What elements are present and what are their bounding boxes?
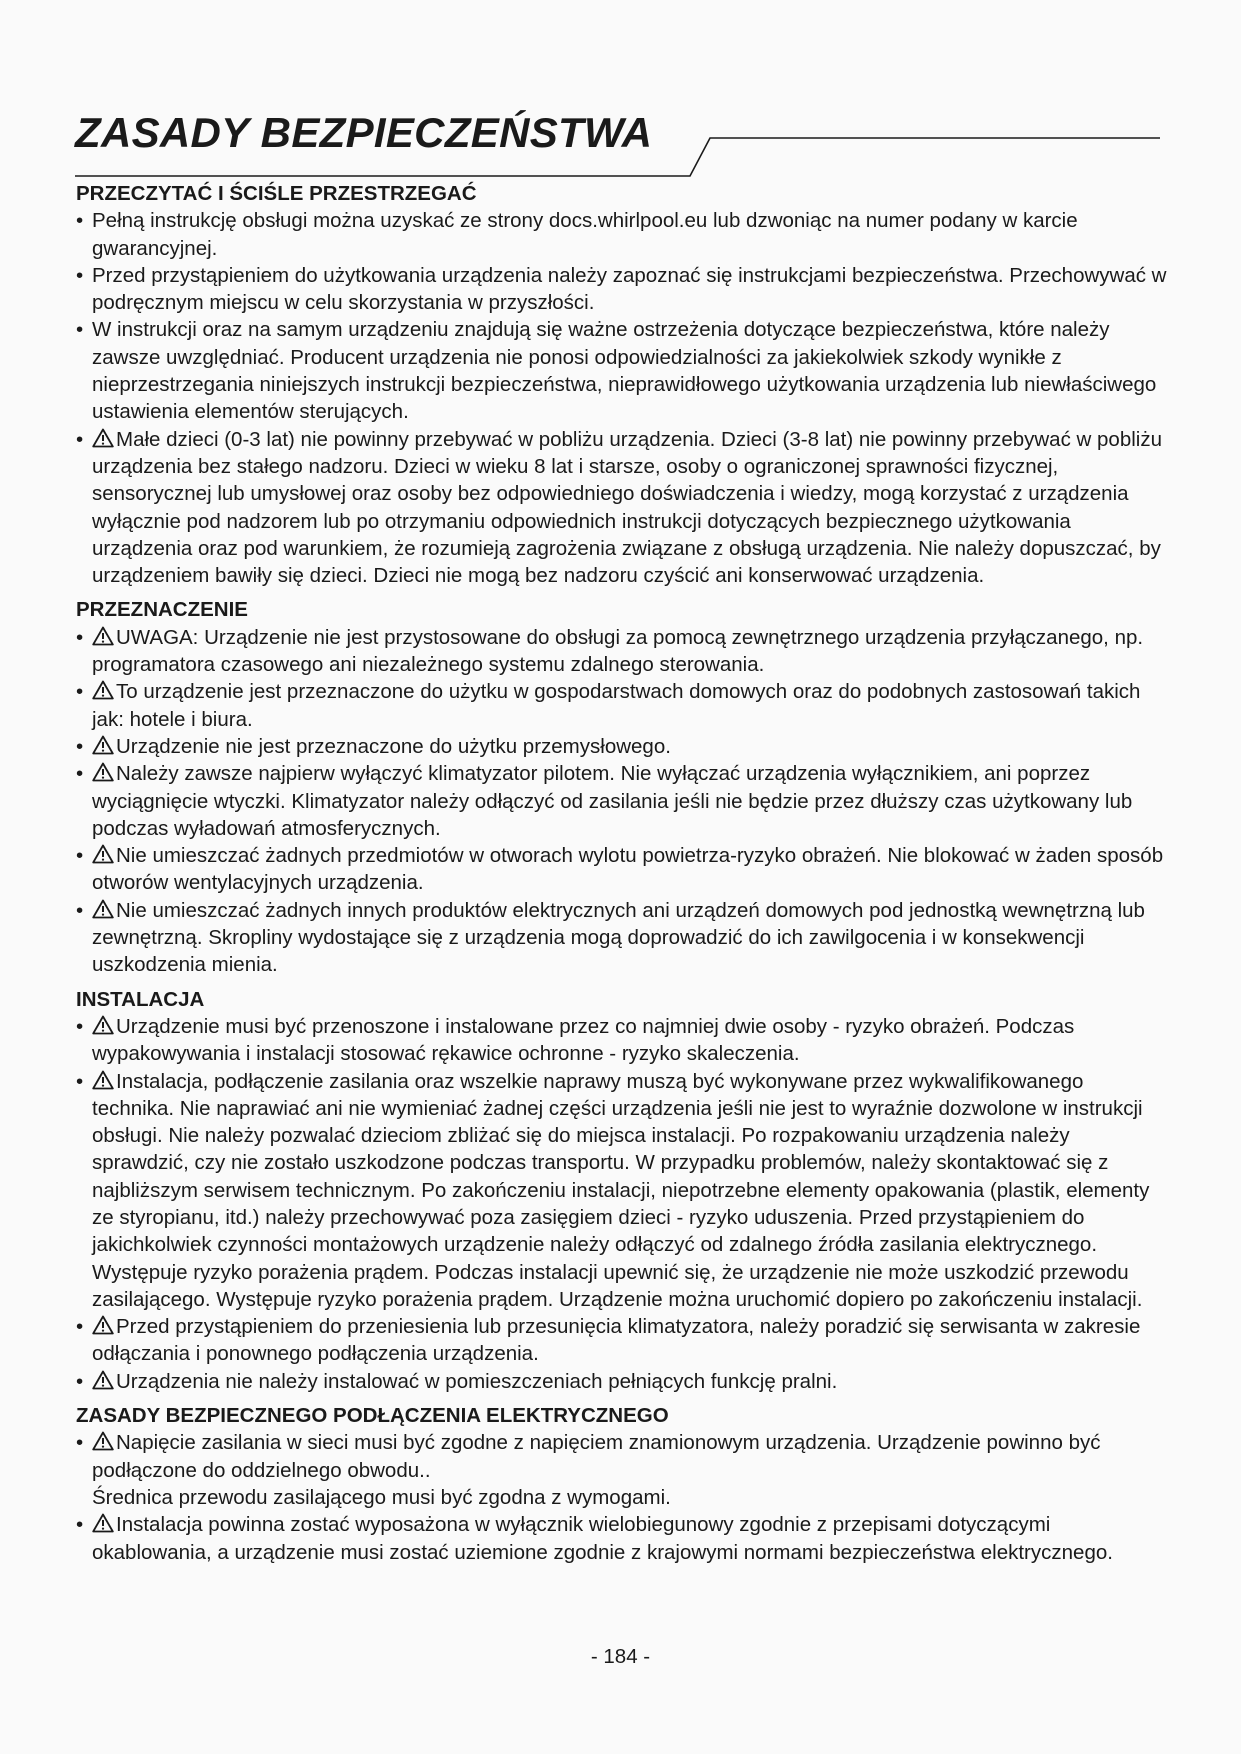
list-item: • Przed przystąpieniem do użytkowania urządzenia należy zapoznać się instrukcjami bezpieczeństwa. Przechowywać w podręcznym miejscu w celu skorzystania w przyszłości. (76, 263, 1167, 315)
section-heading-read: PRZECZYTAĆ I ŚCIŚLE PRZESTRZEGAĆ (76, 182, 477, 205)
warning-triangle-icon (92, 844, 114, 864)
warning-triangle-icon (92, 1370, 114, 1390)
bullet: • (76, 1069, 84, 1093)
section-heading-electrical: ZASADY BEZPIECZNEGO PODŁĄCZENIA ELEKTRYCZNEGO (76, 1404, 669, 1428)
section-heading-installation: INSTALACJA (76, 987, 205, 1011)
list-item: • Urządzenia nie należy instalować w pomieszczeniach pełniących funkcję pralni. (76, 1368, 1171, 1395)
bullet: • (76, 318, 84, 342)
bullet: • (76, 762, 84, 786)
section-list-installation (76, 1013, 1171, 1395)
list-item: • Napięcie zasilania w sieci musi być zgodne z napięciem znamionowym urządzenia. Urządzenie powinno być podłączone do oddzielnego obwodu.. Średnica przewodu zasilającego musi być zgodna z wymogami. (76, 1431, 1101, 1509)
page-number: - 184 - (590, 1645, 651, 1668)
bullet: • (76, 1513, 84, 1537)
list-item: • W instrukcji oraz na samym urządzeniu znajdują się ważne ostrzeżenia dotyczące bezpieczeństwa, które należy zawsze uwzględniać. Producent urządzenia nie ponosi odpowiedzialności za jakiekolwiek szkody wynikłe z nieprzestrzegania niniejszych instrukcji bezpieczeństwa, nieprawidłowego użytkowania urządzenia lub niewłaściwego ustawienia elementów sterujących. (76, 318, 1157, 424)
list-item: • Instalacja, podłączenie zasilania oraz wszelkie naprawy muszą być wykonywane przez wykwalifikowanego technika. Nie naprawiać ani nie wymieniać żadnej części urządzenia jeśli nie jest to wyraźnie dozwolone w instrukcji obsługi. Nie należy pozwalać dzieciom zbliżać się do miejsca instalacji. Po rozpakowaniu urządzenia należy sprawdzić, czy nie zostało uszkodzone podczas transportu. W przypadku problemów, należy skontaktować się z najbliższym serwisem technicznym. Po zakończeniu instalacji, niepotrzebne elementy opakowania (plastik, elementy ze styropianu, itd.) należy przechowywać poza zasięgiem dzieci - ryzyko uduszenia. Przed przystąpieniem do jakichkolwiek czynności montażowych urządzenie należy odłączyć od zdalnego źródła zasilania elektrycznego. Występuje ryzyko porażenia prądem. Podczas instalacji upewnić się, że urządzenie nie może uszkodzić przewodu zasilającego. Występuje ryzyko porażenia prądem. Urządzenie można uruchomić dopiero po zakończeniu instalacji. (76, 1069, 1150, 1311)
warning-triangle-icon (92, 626, 114, 646)
list-item: • Urządzenie musi być przenoszone i instalowane przez co najmniej dwie osoby - ryzyko obrażeń. Podczas wypakowywania i instalacji stosować rękawice ochronne - ryzyko skaleczenia. (76, 1014, 1075, 1066)
warning-triangle-icon (92, 1015, 114, 1035)
list-item: • Urządzenie nie jest przeznaczone do użytku przemysłowego. (76, 733, 1171, 760)
bullet: • (76, 209, 84, 233)
document-body (76, 180, 1171, 1566)
section-heading-purpose: PRZEZNACZENIE (76, 598, 248, 622)
bullet: • (76, 734, 84, 758)
list-item: • Nie umieszczać żadnych przedmiotów w otworach wylotu powietrza-ryzyko obrażeń. Nie blokować w żaden sposób otworów wentylacyjnych urządzenia. (76, 844, 1164, 895)
list-item: • Nie umieszczać żadnych innych produktów elektrycznych ani urządzeń domowych pod jednostką wewnętrzną lub zewnętrzną. Skropliny wydostające się z urządzenia mogą doprowadzić do ich zawilgocenia i w konsekwencji uszkodzenia mienia. (76, 898, 1145, 977)
warning-triangle-icon (92, 1315, 114, 1335)
bullet: • (76, 898, 84, 922)
bullet: • (76, 1431, 84, 1455)
list-item: • UWAGA: Urządzenie nie jest przystosowane do obsługi za pomocą zewnętrznego urządzenia przyłączanego, np. programatora czasowego ani niezależnego systemu zdalnego sterowania. (76, 625, 1144, 677)
bullet: • (76, 680, 84, 704)
list-item: • Przed przystąpieniem do przeniesienia lub przesunięcia klimatyzatora, należy poradzić się serwisanta w zakresie odłączania i ponownego podłączenia urządzenia. (76, 1315, 1141, 1366)
bullet: • (76, 263, 84, 287)
bullet: • (76, 427, 84, 451)
section-list-purpose (76, 624, 1171, 979)
bullet: • (76, 844, 84, 868)
warning-triangle-icon (92, 1070, 114, 1090)
warning-triangle-icon (92, 735, 114, 755)
list-item: • Małe dzieci (0-3 lat) nie powinny przebywać w pobliżu urządzenia. Dzieci (3-8 lat) nie powinny przebywać w pobliżu urządzenia bez stałego nadzoru. Dzieci w wieku 8 lat i starsze, osoby o ograniczonej sprawności fizycznej, sensorycznej lub umysłowej oraz osoby bez odpowiedniego doświadczenia i wiedzy, mogą korzystać z urządzenia wyłącznie pod nadzorem lub po otrzymaniu odpowiednich instrukcji dotyczących bezpiecznego użytkowania urządzenia oraz pod warunkiem, że rozumieją zagrożenia związane z obsługą urządzenia. Nie należy dopuszczać, by urządzeniem bawiły się dzieci. Dzieci nie mogą bez nadzoru czyścić ani konserwować urządzenia. (76, 427, 1162, 588)
warning-triangle-icon (92, 1513, 114, 1533)
warning-triangle-icon (92, 899, 114, 919)
list-item: • Należy zawsze najpierw wyłączyć klimatyzator pilotem. Nie wyłączać urządzenia wyłącznikiem, ani poprzez wyciągnięcie wtyczki. Klimatyzator należy odłączyć od zasilania jeśli nie będzie przez dłuższy czas użytkowany lub podczas wyładowań atmosferycznych. (76, 762, 1133, 840)
warning-triangle-icon (92, 762, 114, 782)
list-item: • To urządzenie jest przeznaczone do użytku w gospodarstwach domowych oraz do podobnych zastosowań takich jak: hotele i biura. (76, 680, 1141, 731)
list-item: • Instalacja powinna zostać wyposażona w wyłącznik wielobiegunowy zgodnie z przepisami dotyczącymi okablowania, a urządzenie musi zostać uziemione zgodnie z krajowymi normami bezpieczeństwa elektrycznego. (76, 1513, 1113, 1564)
list-item: • Pełną instrukcję obsługi można uzyskać ze strony docs.whirlpool.eu lub dzwoniąc na numer podany w karcie gwarancyjnej. (76, 209, 1078, 260)
warning-triangle-icon (92, 680, 114, 700)
warning-triangle-icon (92, 1431, 114, 1451)
section-list-read (76, 207, 1171, 589)
section-list-electrical (76, 1429, 1171, 1565)
bullet: • (76, 1315, 84, 1339)
list-item-note: Średnica przewodu zasilającego musi być zgodna z wymogami. (92, 1485, 671, 1509)
bullet: • (76, 1369, 84, 1393)
bullet: • (76, 625, 84, 649)
warning-triangle-icon (92, 428, 114, 448)
page-title: ZASADY BEZPIECZEŃSTWA (75, 109, 653, 156)
bullet: • (76, 1014, 84, 1038)
